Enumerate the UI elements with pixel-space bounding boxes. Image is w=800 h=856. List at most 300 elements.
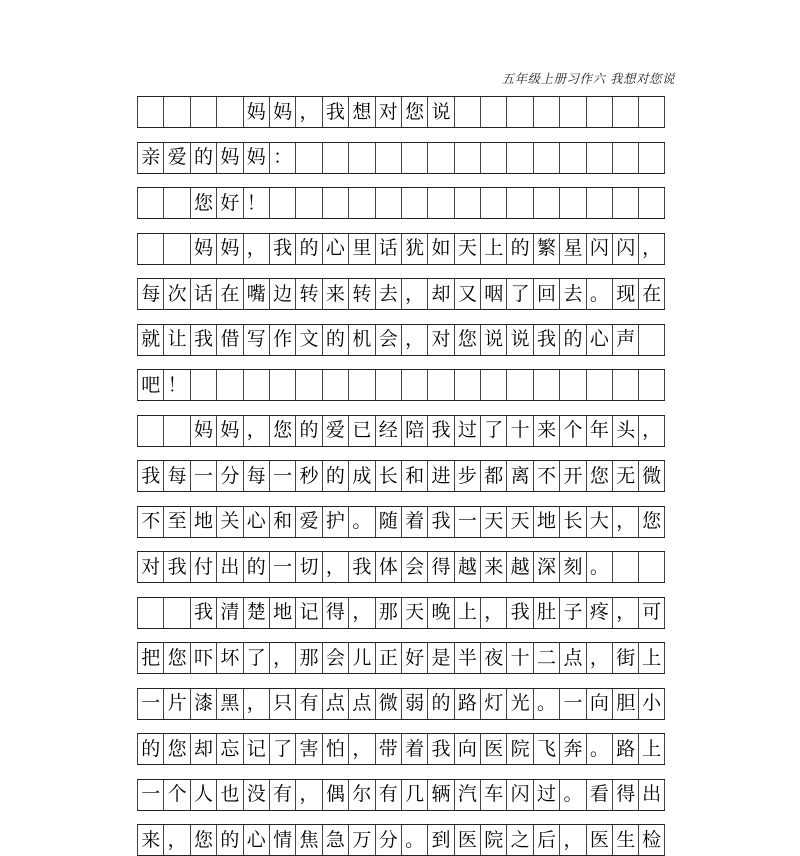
grid-cell <box>137 416 163 446</box>
grid-cell: ， <box>586 643 612 673</box>
grid-cell <box>638 325 664 355</box>
grid-cell: 正 <box>375 643 401 673</box>
grid-cell: 年 <box>586 416 612 446</box>
grid-cell: 长 <box>559 507 585 537</box>
grid-cell: 的 <box>506 234 532 264</box>
grid-cell <box>401 188 427 218</box>
grid-cell: 。 <box>533 689 559 719</box>
grid-cell: ， <box>638 416 664 446</box>
grid-cell: 妈 <box>269 97 295 127</box>
grid-cell: 有 <box>295 689 321 719</box>
grid-cell: 点 <box>348 689 374 719</box>
grid-cell: ， <box>295 97 321 127</box>
grid-cell: 话 <box>190 279 216 309</box>
grid-row <box>137 415 665 447</box>
grid-cell: 我 <box>190 598 216 628</box>
grid-cell: 了 <box>269 734 295 764</box>
grid-cell: 出 <box>638 780 664 810</box>
grid-cell <box>454 188 480 218</box>
grid-cell: 尔 <box>348 780 374 810</box>
grid-cell: 心 <box>322 234 348 264</box>
grid-cell: 楚 <box>243 598 269 628</box>
grid-cell: 吓 <box>190 643 216 673</box>
grid-cell: 离 <box>506 461 532 491</box>
grid-cell: 人 <box>190 780 216 810</box>
grid-cell: 微 <box>375 689 401 719</box>
grid-cell: 晚 <box>427 598 453 628</box>
grid-cell: 有 <box>269 780 295 810</box>
grid-cell: 检 <box>638 825 664 855</box>
grid-cell <box>506 143 532 173</box>
grid-cell <box>401 370 427 400</box>
grid-cell: 地 <box>190 507 216 537</box>
grid-cell: 向 <box>454 734 480 764</box>
grid-cell: ， <box>243 416 269 446</box>
grid-cell: 汽 <box>454 780 480 810</box>
grid-cell: 妈 <box>216 143 242 173</box>
grid-cell: ： <box>269 143 295 173</box>
grid-cell: 焦 <box>295 825 321 855</box>
grid-cell <box>269 370 295 400</box>
grid-cell <box>586 370 612 400</box>
grid-cell: 每 <box>163 461 189 491</box>
grid-cell: 的 <box>243 552 269 582</box>
grid-cell: 带 <box>375 734 401 764</box>
grid-cell <box>375 188 401 218</box>
grid-cell: 可 <box>638 598 664 628</box>
grid-cell <box>638 370 664 400</box>
grid-cell: 妈 <box>216 234 242 264</box>
grid-cell: 是 <box>427 643 453 673</box>
grid-cell: 话 <box>375 234 401 264</box>
grid-cell: 地 <box>533 507 559 537</box>
grid-cell <box>612 97 638 127</box>
grid-cell: 让 <box>163 325 189 355</box>
grid-cell: 。 <box>348 507 374 537</box>
grid-cell <box>480 188 506 218</box>
grid-cell: 。 <box>586 279 612 309</box>
grid-cell: 您 <box>454 325 480 355</box>
grid-cell: 记 <box>295 598 321 628</box>
grid-cell: 又 <box>454 279 480 309</box>
grid-cell: 体 <box>375 552 401 582</box>
grid-cell: 闪 <box>506 780 532 810</box>
grid-cell: 心 <box>243 507 269 537</box>
grid-cell: 灯 <box>480 689 506 719</box>
grid-cell: 上 <box>480 234 506 264</box>
grid-cell: 我 <box>322 97 348 127</box>
grid-cell: ， <box>638 234 664 264</box>
grid-cell: 里 <box>348 234 374 264</box>
grid-cell: 会 <box>401 552 427 582</box>
grid-cell: 二 <box>533 643 559 673</box>
grid-cell: 边 <box>269 279 295 309</box>
grid-cell <box>612 552 638 582</box>
grid-cell <box>559 188 585 218</box>
grid-cell: 我 <box>269 234 295 264</box>
grid-cell: 您 <box>163 734 189 764</box>
grid-cell: 路 <box>454 689 480 719</box>
grid-cell: 分 <box>216 461 242 491</box>
grid-cell: 作 <box>269 325 295 355</box>
grid-cell <box>295 370 321 400</box>
grid-cell: 天 <box>506 507 532 537</box>
grid-cell <box>533 143 559 173</box>
grid-cell: 。 <box>586 552 612 582</box>
grid-cell: 弱 <box>401 689 427 719</box>
grid-cell: 会 <box>322 643 348 673</box>
grid-cell <box>559 97 585 127</box>
grid-cell: 闪 <box>586 234 612 264</box>
grid-cell: 却 <box>190 734 216 764</box>
grid-cell: 记 <box>243 734 269 764</box>
grid-cell: 黑 <box>216 689 242 719</box>
grid-cell <box>480 97 506 127</box>
grid-cell: 的 <box>322 461 348 491</box>
grid-cell: 。 <box>559 780 585 810</box>
grid-cell: 和 <box>401 461 427 491</box>
grid-cell: 医 <box>586 825 612 855</box>
grid-row <box>137 96 665 128</box>
grid-cell: 闪 <box>612 234 638 264</box>
grid-cell: 亲 <box>137 143 163 173</box>
grid-cell: 漆 <box>190 689 216 719</box>
grid-cell: ！ <box>243 188 269 218</box>
grid-cell <box>612 370 638 400</box>
grid-cell <box>638 188 664 218</box>
grid-cell: 经 <box>375 416 401 446</box>
grid-cell <box>137 188 163 218</box>
grid-cell: 无 <box>612 461 638 491</box>
grid-cell: 辆 <box>427 780 453 810</box>
grid-row <box>137 369 665 401</box>
grid-cell: 转 <box>295 279 321 309</box>
grid-cell: 声 <box>612 325 638 355</box>
grid-cell: 坏 <box>216 643 242 673</box>
grid-row <box>137 506 665 538</box>
grid-cell: 就 <box>137 325 163 355</box>
grid-cell: ！ <box>163 370 189 400</box>
grid-cell: 奔 <box>559 734 585 764</box>
grid-cell: 微 <box>638 461 664 491</box>
grid-cell <box>638 143 664 173</box>
grid-cell: 那 <box>295 643 321 673</box>
grid-cell: ， <box>559 825 585 855</box>
grid-cell <box>190 97 216 127</box>
grid-cell: 院 <box>480 825 506 855</box>
grid-cell <box>586 188 612 218</box>
grid-cell: 一 <box>269 461 295 491</box>
grid-cell: 深 <box>533 552 559 582</box>
grid-cell: 十 <box>506 416 532 446</box>
grid-cell: 肚 <box>533 598 559 628</box>
grid-cell: 如 <box>427 234 453 264</box>
grid-cell: 片 <box>163 689 189 719</box>
grid-cell <box>348 188 374 218</box>
grid-cell: 吧 <box>137 370 163 400</box>
grid-cell: 妈 <box>243 143 269 173</box>
grid-cell: 一 <box>137 689 163 719</box>
grid-cell: 了 <box>506 279 532 309</box>
grid-cell: 去 <box>559 279 585 309</box>
grid-cell <box>163 234 189 264</box>
grid-cell <box>427 370 453 400</box>
grid-cell: 在 <box>638 279 664 309</box>
grid-cell: 生 <box>612 825 638 855</box>
grid-cell: 大 <box>586 507 612 537</box>
grid-cell: 上 <box>638 643 664 673</box>
grid-cell: 过 <box>454 416 480 446</box>
grid-cell: 您 <box>190 825 216 855</box>
grid-cell: 每 <box>243 461 269 491</box>
grid-row <box>137 324 665 356</box>
grid-cell: 上 <box>638 734 664 764</box>
grid-cell <box>533 188 559 218</box>
grid-cell: 却 <box>427 279 453 309</box>
grid-cell <box>137 598 163 628</box>
grid-cell: 怕 <box>322 734 348 764</box>
grid-row <box>137 688 665 720</box>
grid-cell: 清 <box>216 598 242 628</box>
grid-cell <box>638 97 664 127</box>
grid-cell: 一 <box>137 780 163 810</box>
grid-row <box>137 551 665 583</box>
grid-cell: ， <box>243 689 269 719</box>
grid-cell: 妈 <box>216 416 242 446</box>
grid-cell <box>137 97 163 127</box>
grid-cell <box>612 188 638 218</box>
grid-cell: 说 <box>506 325 532 355</box>
grid-row <box>137 733 665 765</box>
grid-cell: 每 <box>137 279 163 309</box>
grid-cell: ， <box>348 598 374 628</box>
grid-cell: 我 <box>533 325 559 355</box>
grid-cell: 上 <box>454 598 480 628</box>
grid-cell: 的 <box>216 825 242 855</box>
grid-cell: 了 <box>480 416 506 446</box>
grid-cell: 一 <box>269 552 295 582</box>
grid-cell: 我 <box>163 552 189 582</box>
grid-cell: 我 <box>348 552 374 582</box>
grid-cell: 的 <box>137 734 163 764</box>
grid-cell <box>506 370 532 400</box>
grid-cell: 向 <box>586 689 612 719</box>
grid-cell: 街 <box>612 643 638 673</box>
grid-cell: 付 <box>190 552 216 582</box>
grid-cell <box>533 97 559 127</box>
grid-cell: 随 <box>375 507 401 537</box>
grid-cell <box>559 143 585 173</box>
grid-cell: 来 <box>533 416 559 446</box>
grid-cell: ， <box>348 734 374 764</box>
grid-row <box>137 824 665 856</box>
grid-cell: 写 <box>243 325 269 355</box>
grid-cell: 个 <box>559 416 585 446</box>
grid-cell: 现 <box>612 279 638 309</box>
grid-cell <box>427 143 453 173</box>
grid-cell: 得 <box>427 552 453 582</box>
grid-cell: 您 <box>586 461 612 491</box>
grid-cell <box>322 188 348 218</box>
grid-cell: 已 <box>348 416 374 446</box>
grid-cell: 过 <box>533 780 559 810</box>
grid-cell: 有 <box>375 780 401 810</box>
grid-cell: 会 <box>375 325 401 355</box>
grid-cell <box>375 143 401 173</box>
grid-cell: 妈 <box>243 97 269 127</box>
grid-cell: 院 <box>506 734 532 764</box>
grid-cell <box>190 370 216 400</box>
grid-cell: 子 <box>559 598 585 628</box>
grid-cell: 一 <box>454 507 480 537</box>
grid-cell: 的 <box>322 325 348 355</box>
grid-cell: 忘 <box>216 734 242 764</box>
grid-cell: ， <box>401 325 427 355</box>
grid-cell: 和 <box>269 507 295 537</box>
grid-cell: 个 <box>163 780 189 810</box>
grid-cell <box>163 598 189 628</box>
grid-cell: 我 <box>190 325 216 355</box>
grid-cell: 得 <box>322 598 348 628</box>
grid-row <box>137 597 665 629</box>
grid-cell: 。 <box>586 734 612 764</box>
worksheet-header: 五年级上册习作六 我想对您说 <box>501 71 675 86</box>
grid-cell <box>480 143 506 173</box>
grid-cell: 一 <box>190 461 216 491</box>
grid-cell: 着 <box>401 734 427 764</box>
grid-cell: 害 <box>295 734 321 764</box>
grid-cell: ， <box>295 780 321 810</box>
grid-cell <box>163 416 189 446</box>
grid-cell <box>612 143 638 173</box>
grid-cell: 好 <box>216 188 242 218</box>
grid-cell: 刻 <box>559 552 585 582</box>
grid-cell: 的 <box>427 689 453 719</box>
grid-cell: 对 <box>427 325 453 355</box>
grid-cell: 至 <box>163 507 189 537</box>
grid-cell: 的 <box>295 234 321 264</box>
grid-cell: 只 <box>269 689 295 719</box>
grid-cell: 我 <box>427 416 453 446</box>
grid-cell: 星 <box>559 234 585 264</box>
grid-cell <box>480 370 506 400</box>
grid-cell: 嘴 <box>243 279 269 309</box>
grid-cell: 之 <box>506 825 532 855</box>
grid-cell <box>163 188 189 218</box>
grid-cell: 得 <box>612 780 638 810</box>
grid-cell: 点 <box>559 643 585 673</box>
grid-cell <box>427 188 453 218</box>
grid-cell: 车 <box>480 780 506 810</box>
grid-cell: 对 <box>375 97 401 127</box>
grid-cell: 您 <box>163 643 189 673</box>
grid-cell: 去 <box>375 279 401 309</box>
grid-cell: 转 <box>348 279 374 309</box>
grid-cell: 没 <box>243 780 269 810</box>
grid-cell <box>533 370 559 400</box>
grid-cell <box>375 370 401 400</box>
grid-cell: 您 <box>401 97 427 127</box>
grid-cell: 分 <box>375 825 401 855</box>
grid-cell: 说 <box>427 97 453 127</box>
grid-cell: 关 <box>216 507 242 537</box>
grid-cell: 到 <box>427 825 453 855</box>
grid-cell: 看 <box>586 780 612 810</box>
grid-cell: 急 <box>322 825 348 855</box>
grid-cell: 飞 <box>533 734 559 764</box>
grid-cell: 越 <box>454 552 480 582</box>
grid-cell: 都 <box>480 461 506 491</box>
grid-cell: 光 <box>506 689 532 719</box>
grid-cell <box>454 370 480 400</box>
grid-cell: 机 <box>348 325 374 355</box>
grid-cell: 次 <box>163 279 189 309</box>
grid-cell: 十 <box>506 643 532 673</box>
grid-cell: 。 <box>401 825 427 855</box>
grid-cell <box>295 143 321 173</box>
grid-cell: 文 <box>295 325 321 355</box>
grid-cell: 把 <box>137 643 163 673</box>
grid-cell: 情 <box>269 825 295 855</box>
grid-cell: 我 <box>506 598 532 628</box>
grid-cell <box>401 143 427 173</box>
grid-cell: ， <box>163 825 189 855</box>
grid-row <box>137 233 665 265</box>
grid-cell: 不 <box>137 507 163 537</box>
grid-cell: 万 <box>348 825 374 855</box>
grid-cell: 您 <box>638 507 664 537</box>
grid-cell: 我 <box>427 507 453 537</box>
grid-cell: 来 <box>322 279 348 309</box>
grid-cell: 半 <box>454 643 480 673</box>
grid-cell: 护 <box>322 507 348 537</box>
grid-cell: 偶 <box>322 780 348 810</box>
grid-cell: 小 <box>638 689 664 719</box>
grid-cell: 路 <box>612 734 638 764</box>
grid-cell: 咽 <box>480 279 506 309</box>
grid-row <box>137 142 665 174</box>
grid-cell <box>295 188 321 218</box>
grid-row <box>137 642 665 674</box>
grid-cell: 犹 <box>401 234 427 264</box>
composition-grid <box>137 96 665 856</box>
grid-cell: ， <box>612 507 638 537</box>
grid-cell: 天 <box>401 598 427 628</box>
grid-cell: 几 <box>401 780 427 810</box>
grid-cell: 切 <box>295 552 321 582</box>
grid-cell: 一 <box>559 689 585 719</box>
grid-cell: 成 <box>348 461 374 491</box>
grid-cell: 不 <box>533 461 559 491</box>
grid-cell: 天 <box>454 234 480 264</box>
grid-cell: 妈 <box>190 234 216 264</box>
grid-cell: ， <box>401 279 427 309</box>
grid-cell <box>322 370 348 400</box>
grid-cell: 爱 <box>163 143 189 173</box>
grid-cell: 爱 <box>322 416 348 446</box>
grid-cell: 来 <box>480 552 506 582</box>
grid-cell: 后 <box>533 825 559 855</box>
grid-cell: 陪 <box>401 416 427 446</box>
grid-cell: 着 <box>401 507 427 537</box>
grid-cell: 医 <box>454 825 480 855</box>
grid-cell <box>586 143 612 173</box>
grid-cell <box>163 97 189 127</box>
grid-cell <box>216 370 242 400</box>
grid-cell: 也 <box>216 780 242 810</box>
grid-cell <box>216 97 242 127</box>
grid-cell: 长 <box>375 461 401 491</box>
